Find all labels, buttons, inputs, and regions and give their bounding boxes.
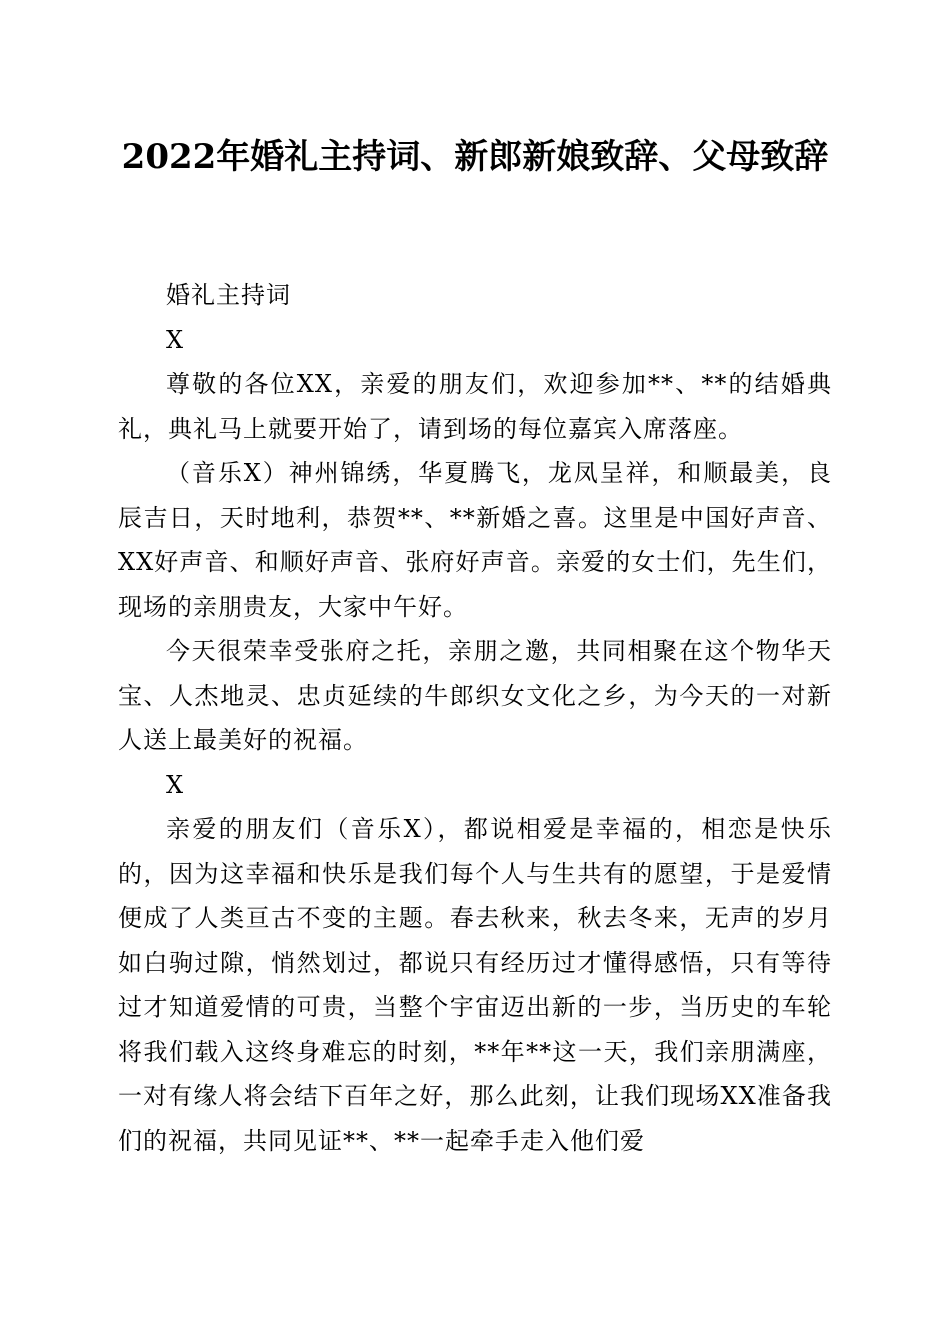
document-title: 2022年婚礼主持词、新郎新娘致辞、父母致辞 xyxy=(121,137,829,177)
paragraph: 今天很荣幸受张府之托，亲朋之邀，共同相聚在这个物华天宝、人杰地灵、忠贞延续的牛郎织女文化之乡，为今天的一对新人送上最美好的祝福。 xyxy=(118,637,832,754)
paragraph: X xyxy=(166,770,185,799)
paragraph: 亲爱的朋友们（音乐X），都说相爱是幸福的，相恋是快乐的，因为这幸福和快乐是我们每个人与生共有的愿望，于是爱情便成了人类亘古不变的主题。春去秋来，秋去冬来，无声的岁月如白驹过隙，悄然划过，都说只有经历过才懂得感悟，只有等待过才知道爱情的可贵，当整个宇宙迈出新的一步，当历史的车轮将我们载入这终身难忘的时刻，**年**这一天，我们亲朋满座，一对有缘人将会结下百年之好，那么此刻，让我们现场XX准备我们的祝福，共同见证**、**一起牵手走入他们爱 xyxy=(118,815,832,1155)
paragraph: 婚礼主持词 xyxy=(166,281,291,309)
paragraph: 尊敬的各位XX，亲爱的朋友们，欢迎参加**、**的结婚典礼，典礼马上就要开始了，请到场的每位嘉宾入席落座。 xyxy=(118,370,832,443)
paragraph: X xyxy=(166,325,185,354)
document-body xyxy=(118,273,832,1163)
paragraph: （音乐X）神州锦绣，华夏腾飞，龙凤呈祥，和顺最美，良辰吉日，天时地利，恭贺**、**新婚之喜。这里是中国好声音、XX好声音、和顺好声音、张府好声音。亲爱的女士们，先生们，现场的亲朋贵友，大家中午好。 xyxy=(118,459,832,621)
